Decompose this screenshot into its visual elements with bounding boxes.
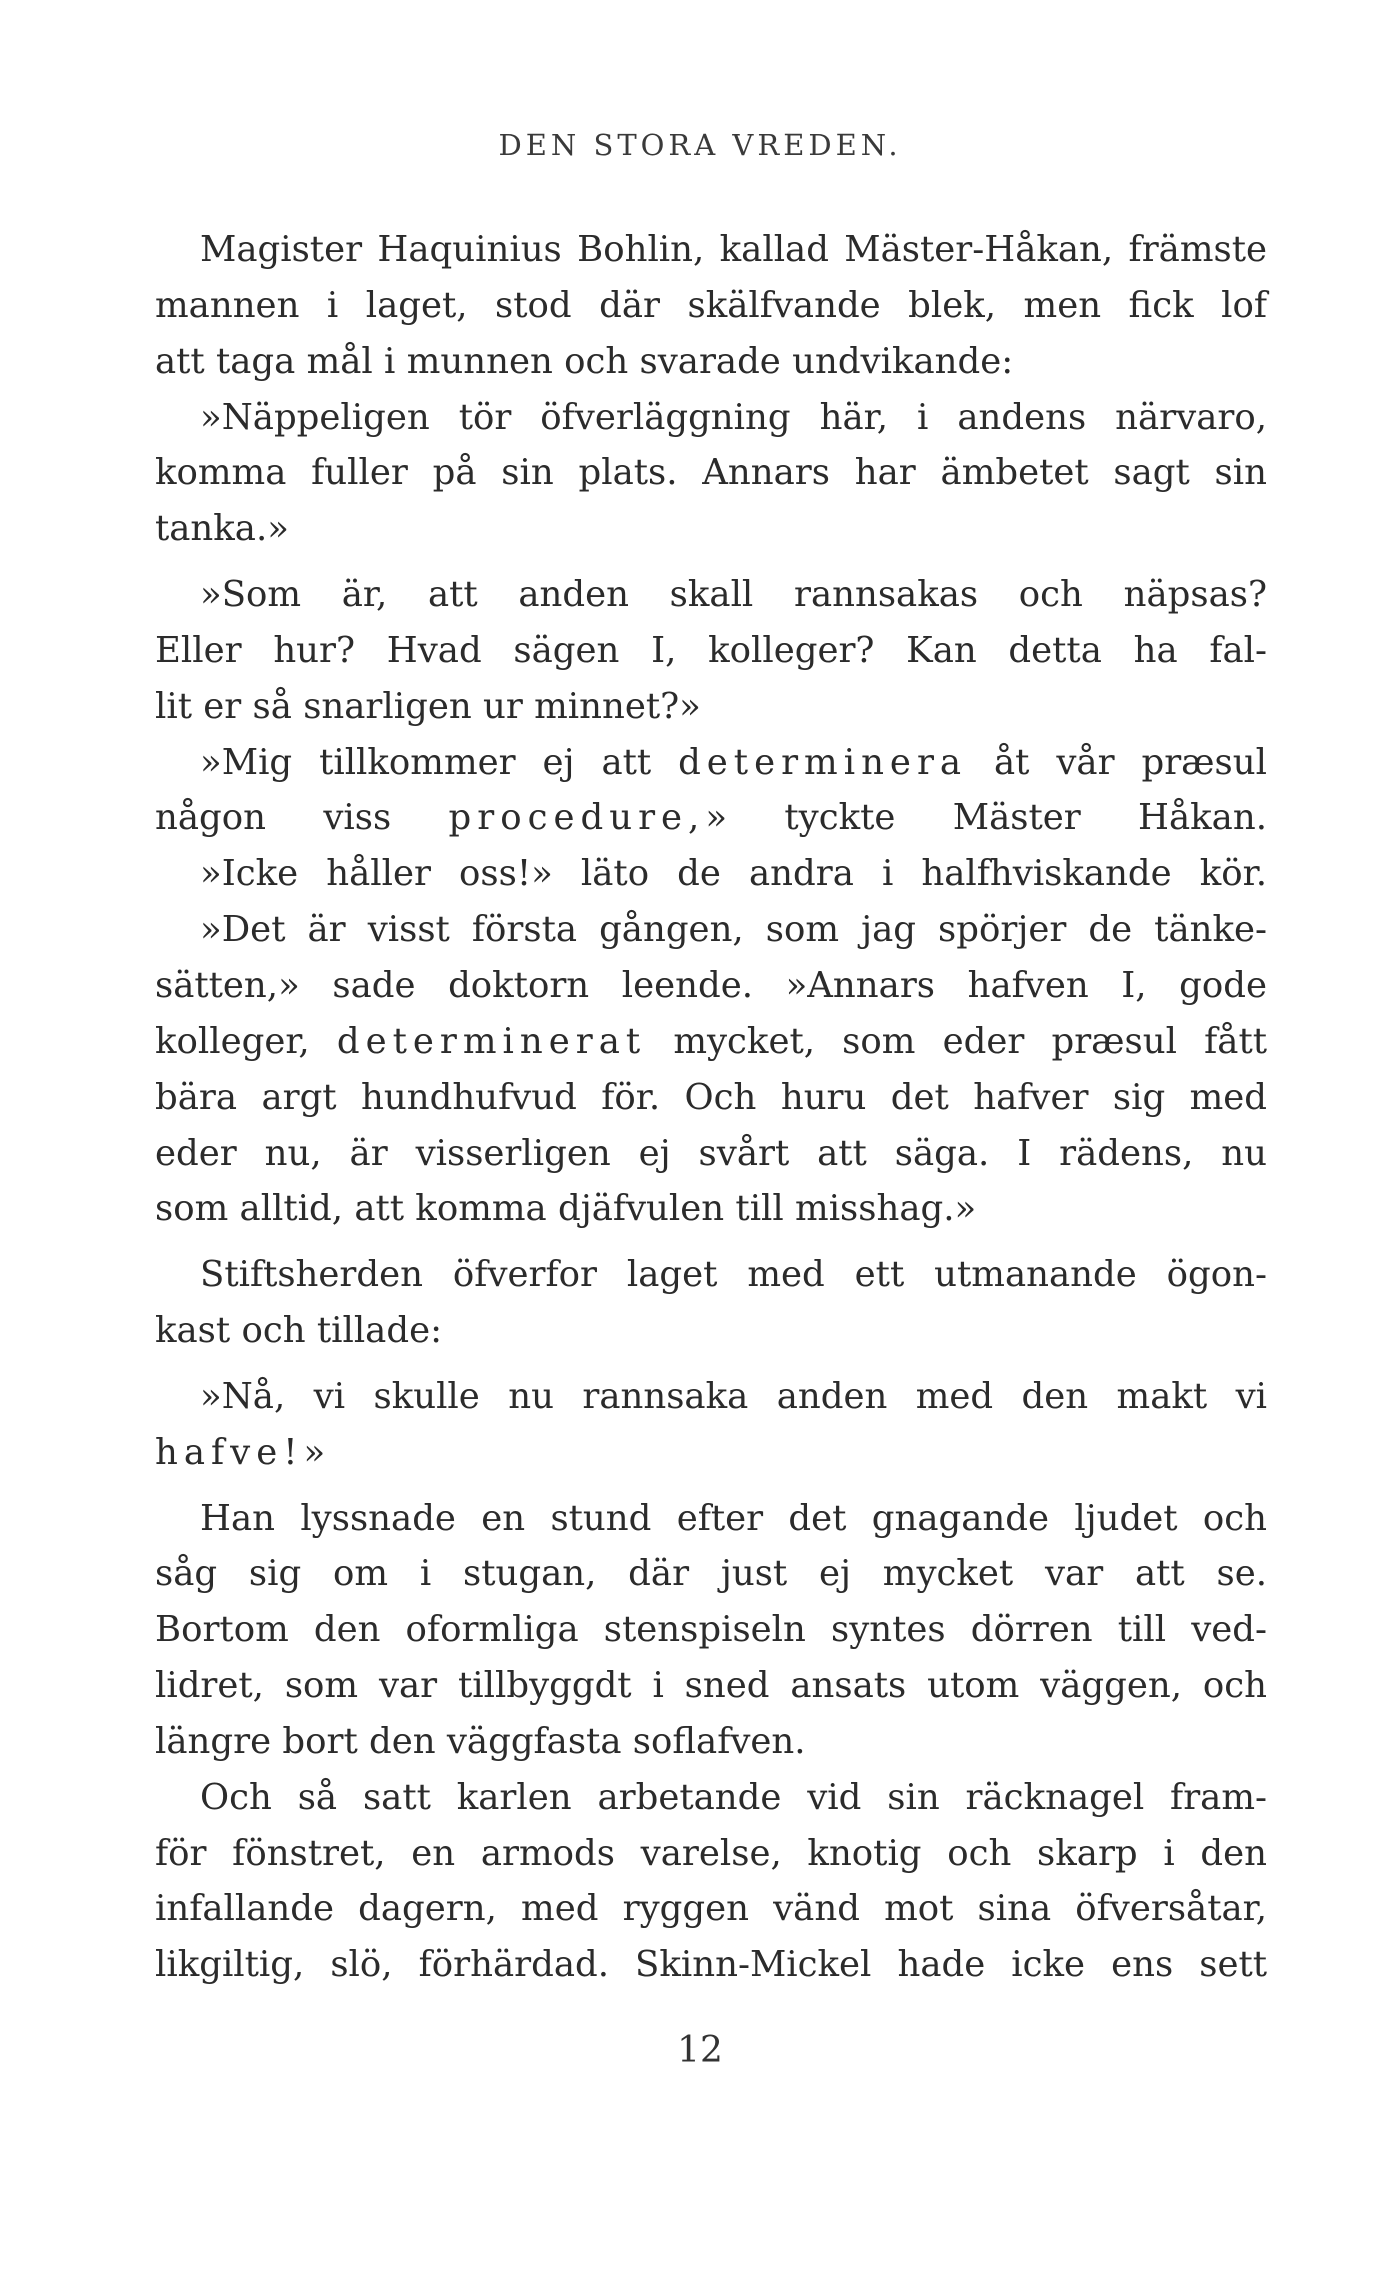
text-line: kast och tillade: bbox=[155, 1310, 443, 1352]
text-line: lidret, som var tillbyggdt i sned ansats utom väggen, och bbox=[155, 1665, 1267, 1707]
text-line: bära argt hundhufvud för. Och huru det hafver sig med bbox=[155, 1076, 1267, 1118]
text-line: som alltid, att komma djäfvulen till misshag.» bbox=[155, 1188, 977, 1230]
text-line: Eller hur? Hvad sägen I, kolleger? Kan detta ha fal- bbox=[155, 629, 1267, 671]
text-line: sätten,» sade doktorn leende. »Annars hafven I, gode bbox=[155, 964, 1267, 1006]
text-line bbox=[155, 1014, 1267, 1070]
text-line: »Som är, att anden skall rannsakas och näpsas? bbox=[200, 574, 1267, 616]
text-run: » tyckte Mäster Håkan. bbox=[705, 797, 1267, 839]
text-line: Stiftsherden öfverfor laget med ett utmanande ögon- bbox=[200, 1254, 1267, 1296]
spaced-emphasis: hafve! bbox=[155, 1431, 304, 1473]
text-line: lit er så snarligen ur minnet?» bbox=[155, 685, 701, 727]
text-line bbox=[155, 790, 1267, 846]
text-line: likgiltig, slö, förhärdad. Skinn-Mickel hade icke ens sett bbox=[155, 1944, 1267, 1986]
text-line bbox=[155, 735, 1267, 791]
text-run: »Mig tillkommer ej att bbox=[200, 741, 679, 783]
text-line: att taga mål i munnen och svarade undvikande: bbox=[155, 340, 1014, 382]
spaced-emphasis: determinerat bbox=[336, 1020, 647, 1062]
text-line: tanka.» bbox=[155, 508, 289, 550]
text-line: längre bort den väggfasta soflafven. bbox=[155, 1720, 806, 1762]
text-line: Han lyssnade en stund efter det gnagande ljudet och bbox=[200, 1497, 1267, 1539]
text-line: komma fuller på sin plats. Annars har ämbetet sagt sin bbox=[155, 452, 1267, 494]
text-line: såg sig om i stugan, där just ej mycket var att se. bbox=[155, 1553, 1267, 1595]
text-line: »Icke håller oss!» läto de andra i halfhviskande kör. bbox=[200, 853, 1267, 895]
spaced-emphasis: determinera bbox=[678, 741, 968, 783]
text-run: någon viss bbox=[155, 797, 449, 839]
text-line: infallande dagern, med ryggen vänd mot sina öfversåtar, bbox=[155, 1888, 1267, 1930]
text-run: mycket, som eder præsul fått bbox=[646, 1020, 1267, 1062]
text-line: mannen i laget, stod där skälfvande blek, men fick lof bbox=[155, 284, 1267, 326]
text-run: » bbox=[303, 1431, 326, 1473]
text-line: eder nu, är visserligen ej svårt att säga. I rädens, nu bbox=[155, 1132, 1267, 1174]
text-line: för fönstret, en armods varelse, knotig och skarp i den bbox=[155, 1832, 1267, 1874]
text-line: »Näppeligen tör öfverläggning här, i andens närvaro, bbox=[200, 396, 1267, 438]
text-run: kolleger, bbox=[155, 1020, 337, 1062]
text-line: Magister Haquinius Bohlin, kallad Mäster-Håkan, främste bbox=[200, 229, 1267, 270]
text-line: Bortom den oformliga stenspiseln syntes dörren till ved- bbox=[155, 1609, 1267, 1651]
body-text bbox=[155, 222, 1267, 1993]
page-number: 12 bbox=[677, 2030, 723, 2071]
running-header: DEN STORA VREDEN. bbox=[498, 128, 902, 162]
text-line: »Det är visst första gången, som jag spörjer de tänke- bbox=[200, 909, 1267, 951]
text-line bbox=[155, 1425, 1267, 1481]
text-run: åt vår præsul bbox=[967, 741, 1267, 783]
text-line: Och så satt karlen arbetande vid sin räcknagel fram- bbox=[200, 1776, 1267, 1818]
spaced-emphasis: procedure, bbox=[448, 797, 706, 839]
text-line: »Nå, vi skulle nu rannsaka anden med den makt vi bbox=[200, 1375, 1267, 1417]
